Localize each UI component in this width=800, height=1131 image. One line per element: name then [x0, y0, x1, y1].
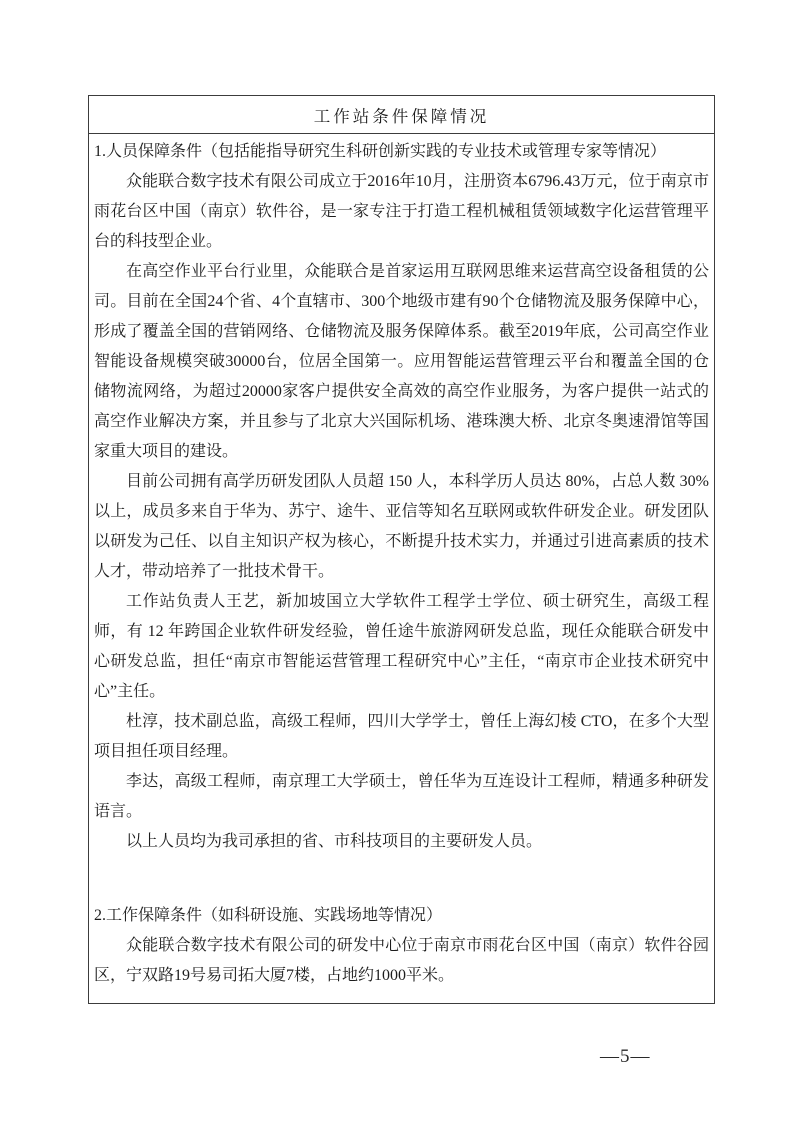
section1-paragraph-station-leader: 工作站负责人王艺，新加坡国立大学软件工程学士学位、硕士研究生，高级工程师，有 12 年跨国企业软件研发经验，曾任途牛旅游网研发总监，现任众能联合研发中心研发总监，担任“南京市智能运营管理工程研究中心”主任，“南京市企业技术研究中心”主任。 — [94, 593, 709, 700]
table-title: 工作站条件保障情况 — [313, 106, 490, 126]
section2-paragraph-facilities: 众能联合数字技术有限公司的研发中心位于南京市雨花台区中国（南京）软件谷园区，宁双路19号易司拓大厦7楼，占地约1000平米。 — [94, 937, 709, 984]
section1-paragraph-company-intro: 众能联合数字技术有限公司成立于2016年10月，注册资本6796.43万元，位于南京市雨花台区中国（南京）软件谷，是一家专注于打造工程机械租赁领域数字化运营管理平台的科技型企业。 — [94, 173, 709, 250]
section1-heading: 1.人员保障条件（包括能指导研究生科研创新实践的专业技术或管理专家等情况） — [94, 143, 667, 160]
section1-paragraph-li-da: 李达，高级工程师，南京理工大学硕士，曾任华为互连设计工程师，精通多种研发语言。 — [94, 773, 709, 820]
section2-heading: 2.工作保障条件（如科研设施、实践场地等情况） — [94, 907, 443, 924]
section1-paragraph-industry-position: 在高空作业平台行业里，众能联合是首家运用互联网思维来运营高空设备租赁的公司。目前在全国24个省、4个直辖市、300个地级市建有90个仓储物流及服务保障中心，形成了覆盖全国的营销网络、仓储物流及服务保障体系。截至2019年底，公司高空作业智能设备规模突破30000台，位居全国第一。应用智能运营管理云平台和覆盖全国的仓储物流网络，为超过20000家客户提供安全高效的高空作业服务，为客户提供一站式的高空作业解决方案，并且参与了北京大兴国际机场、港珠澳大桥、北京冬奥速滑馆等国家重大项目的建设。 — [94, 263, 709, 460]
section1-paragraph-summary: 以上人员均为我司承担的省、市科技项目的主要研发人员。 — [126, 833, 543, 850]
section-gap — [94, 857, 709, 901]
workstation-conditions-table — [88, 95, 715, 1004]
table-header-row — [89, 96, 714, 134]
page-number: —5— — [600, 1046, 651, 1067]
table-body-cell — [89, 134, 714, 1003]
section1-paragraph-rd-team: 目前公司拥有高学历研发团队人员超 150 人，本科学历人员达 80%，占总人数 30%以上，成员多来自于华为、苏宁、途牛、亚信等知名互联网或软件研发企业。研发团队以研发为己任、以自主知识产权为核心，不断提升技术实力，并通过引进高素质的技术人才，带动培养了一批技术骨干。 — [94, 473, 709, 580]
section1-paragraph-du-chun: 杜淳，技术副总监，高级工程师，四川大学学士，曾任上海幻棱 CTO，在多个大型项目担任项目经理。 — [94, 713, 709, 760]
